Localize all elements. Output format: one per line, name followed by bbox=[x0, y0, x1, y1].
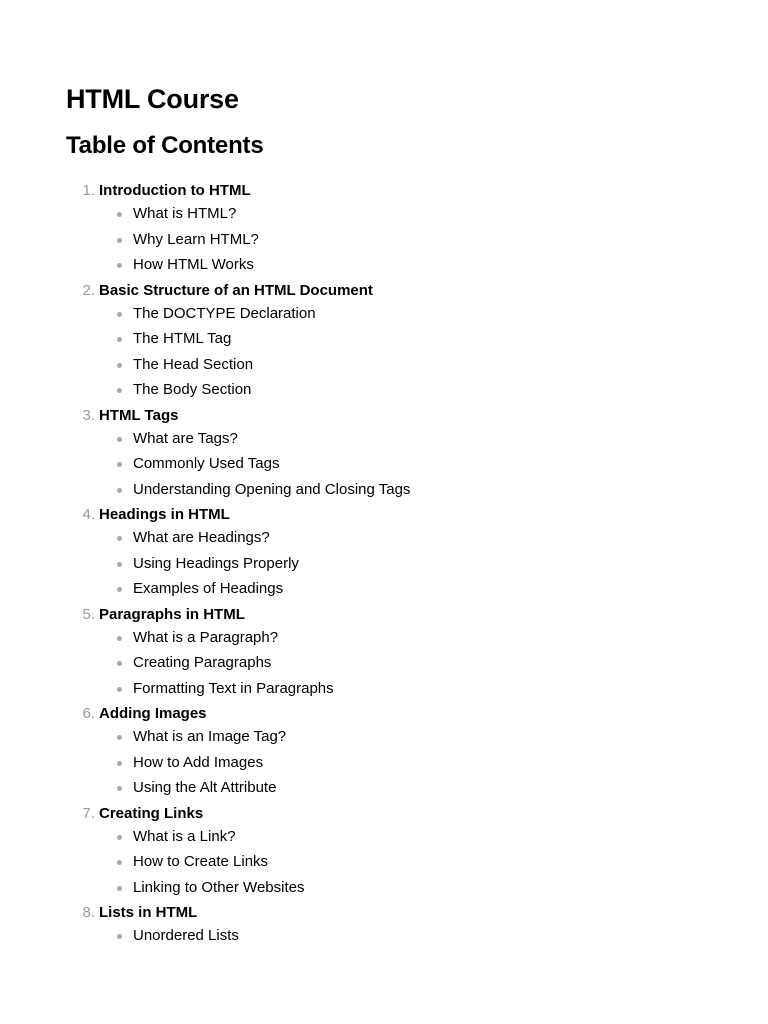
bullet-icon bbox=[117, 388, 122, 393]
section-number: 6. bbox=[82, 705, 95, 722]
bullet-icon bbox=[117, 263, 122, 268]
list-item bbox=[99, 653, 706, 673]
list-item bbox=[99, 579, 706, 599]
list-item-text: Examples of Headings bbox=[133, 580, 284, 597]
toc-section-lists bbox=[66, 903, 706, 946]
section-number: 5. bbox=[82, 605, 95, 623]
document-title: HTML Course bbox=[66, 84, 239, 114]
list-item bbox=[99, 753, 706, 773]
section-subitems bbox=[99, 304, 706, 401]
document-page bbox=[66, 82, 706, 952]
section-subitems bbox=[99, 727, 706, 798]
section-title: Introduction to HTML bbox=[99, 182, 251, 199]
bullet-icon bbox=[117, 212, 122, 217]
list-item bbox=[99, 554, 706, 574]
section-subitems bbox=[99, 528, 706, 599]
list-item-text: The Body Section bbox=[133, 381, 252, 398]
list-item-text: Creating Paragraphs bbox=[133, 654, 272, 671]
section-number: 8. bbox=[82, 904, 95, 921]
toc-section-paragraphs bbox=[66, 605, 706, 699]
list-item-text: Commonly Used Tags bbox=[133, 455, 280, 472]
section-title: Adding Images bbox=[99, 705, 207, 722]
section-number: 1. bbox=[82, 182, 95, 199]
section-title: Creating Links bbox=[99, 804, 204, 822]
list-item-text: What is an Image Tag? bbox=[133, 728, 287, 745]
section-title: Lists in HTML bbox=[99, 904, 198, 921]
bullet-icon bbox=[117, 587, 122, 592]
list-item-text: Formatting Text in Paragraphs bbox=[133, 679, 334, 697]
list-item bbox=[99, 304, 706, 324]
toc-section-images bbox=[66, 704, 706, 798]
list-item bbox=[99, 230, 706, 250]
toc-section-links bbox=[66, 804, 706, 898]
list-item bbox=[99, 355, 706, 375]
bullet-icon bbox=[117, 462, 122, 467]
list-item-text: The Head Section bbox=[133, 355, 254, 373]
bullet-icon bbox=[117, 835, 122, 840]
list-item-text: How to Add Images bbox=[133, 753, 264, 771]
bullet-icon bbox=[117, 661, 122, 666]
list-item-text: What is a Paragraph? bbox=[133, 628, 279, 646]
bullet-icon bbox=[117, 536, 122, 541]
section-number: 2. bbox=[82, 281, 95, 299]
section-title: HTML Tags bbox=[99, 406, 179, 424]
bullet-icon bbox=[117, 363, 122, 368]
bullet-icon bbox=[117, 437, 122, 442]
list-item bbox=[99, 926, 706, 946]
bullet-icon bbox=[117, 488, 122, 493]
toc-section-html-tags bbox=[66, 406, 706, 500]
bullet-icon bbox=[117, 562, 122, 567]
bullet-icon bbox=[117, 238, 122, 243]
list-item bbox=[99, 528, 706, 548]
list-item-text: How to Create Links bbox=[133, 853, 269, 870]
toc-heading: Table of Contents bbox=[66, 132, 264, 159]
list-item-text: The DOCTYPE Declaration bbox=[133, 304, 316, 322]
list-item-text: What are Tags? bbox=[133, 429, 238, 447]
section-number: 4. bbox=[82, 506, 95, 523]
list-item-text: The HTML Tag bbox=[133, 330, 232, 347]
list-item bbox=[99, 878, 706, 898]
bullet-icon bbox=[117, 636, 122, 641]
list-item-text: What is a Link? bbox=[133, 827, 236, 845]
section-title: Paragraphs in HTML bbox=[99, 605, 245, 623]
list-item-text: How HTML Works bbox=[133, 256, 254, 273]
list-item bbox=[99, 380, 706, 400]
toc-section-basic-structure bbox=[66, 281, 706, 401]
toc-section-introduction bbox=[66, 181, 706, 275]
bullet-icon bbox=[117, 886, 122, 891]
list-item-text: Linking to Other Websites bbox=[133, 878, 305, 896]
list-item bbox=[99, 255, 706, 275]
list-item bbox=[99, 827, 706, 847]
list-item-text: Understanding Opening and Closing Tags bbox=[133, 480, 411, 498]
bullet-icon bbox=[117, 312, 122, 317]
list-item bbox=[99, 628, 706, 648]
table-of-contents bbox=[66, 181, 706, 946]
list-item bbox=[99, 778, 706, 798]
list-item bbox=[99, 429, 706, 449]
list-item bbox=[99, 204, 706, 224]
section-subitems bbox=[99, 628, 706, 699]
bullet-icon bbox=[117, 735, 122, 740]
bullet-icon bbox=[117, 860, 122, 865]
list-item bbox=[99, 727, 706, 747]
list-item-text: Unordered Lists bbox=[133, 927, 239, 944]
section-number: 3. bbox=[82, 406, 95, 424]
section-subitems bbox=[99, 926, 706, 946]
bullet-icon bbox=[117, 761, 122, 766]
list-item bbox=[99, 480, 706, 500]
section-subitems bbox=[99, 204, 706, 275]
section-title: Headings in HTML bbox=[99, 506, 230, 523]
section-number: 7. bbox=[82, 804, 95, 822]
toc-section-headings bbox=[66, 505, 706, 599]
list-item-text: What is HTML? bbox=[133, 205, 237, 222]
list-item bbox=[99, 852, 706, 872]
bullet-icon bbox=[117, 687, 122, 692]
list-item-text: Why Learn HTML? bbox=[133, 230, 259, 248]
bullet-icon bbox=[117, 786, 122, 791]
bullet-icon bbox=[117, 934, 122, 939]
section-title: Basic Structure of an HTML Document bbox=[99, 281, 373, 299]
list-item bbox=[99, 679, 706, 699]
list-item bbox=[99, 329, 706, 349]
section-subitems bbox=[99, 429, 706, 500]
section-subitems bbox=[99, 827, 706, 898]
list-item-text: What are Headings? bbox=[133, 529, 270, 546]
list-item-text: Using Headings Properly bbox=[133, 554, 299, 572]
bullet-icon bbox=[117, 337, 122, 342]
list-item bbox=[99, 454, 706, 474]
list-item-text: Using the Alt Attribute bbox=[133, 779, 277, 796]
